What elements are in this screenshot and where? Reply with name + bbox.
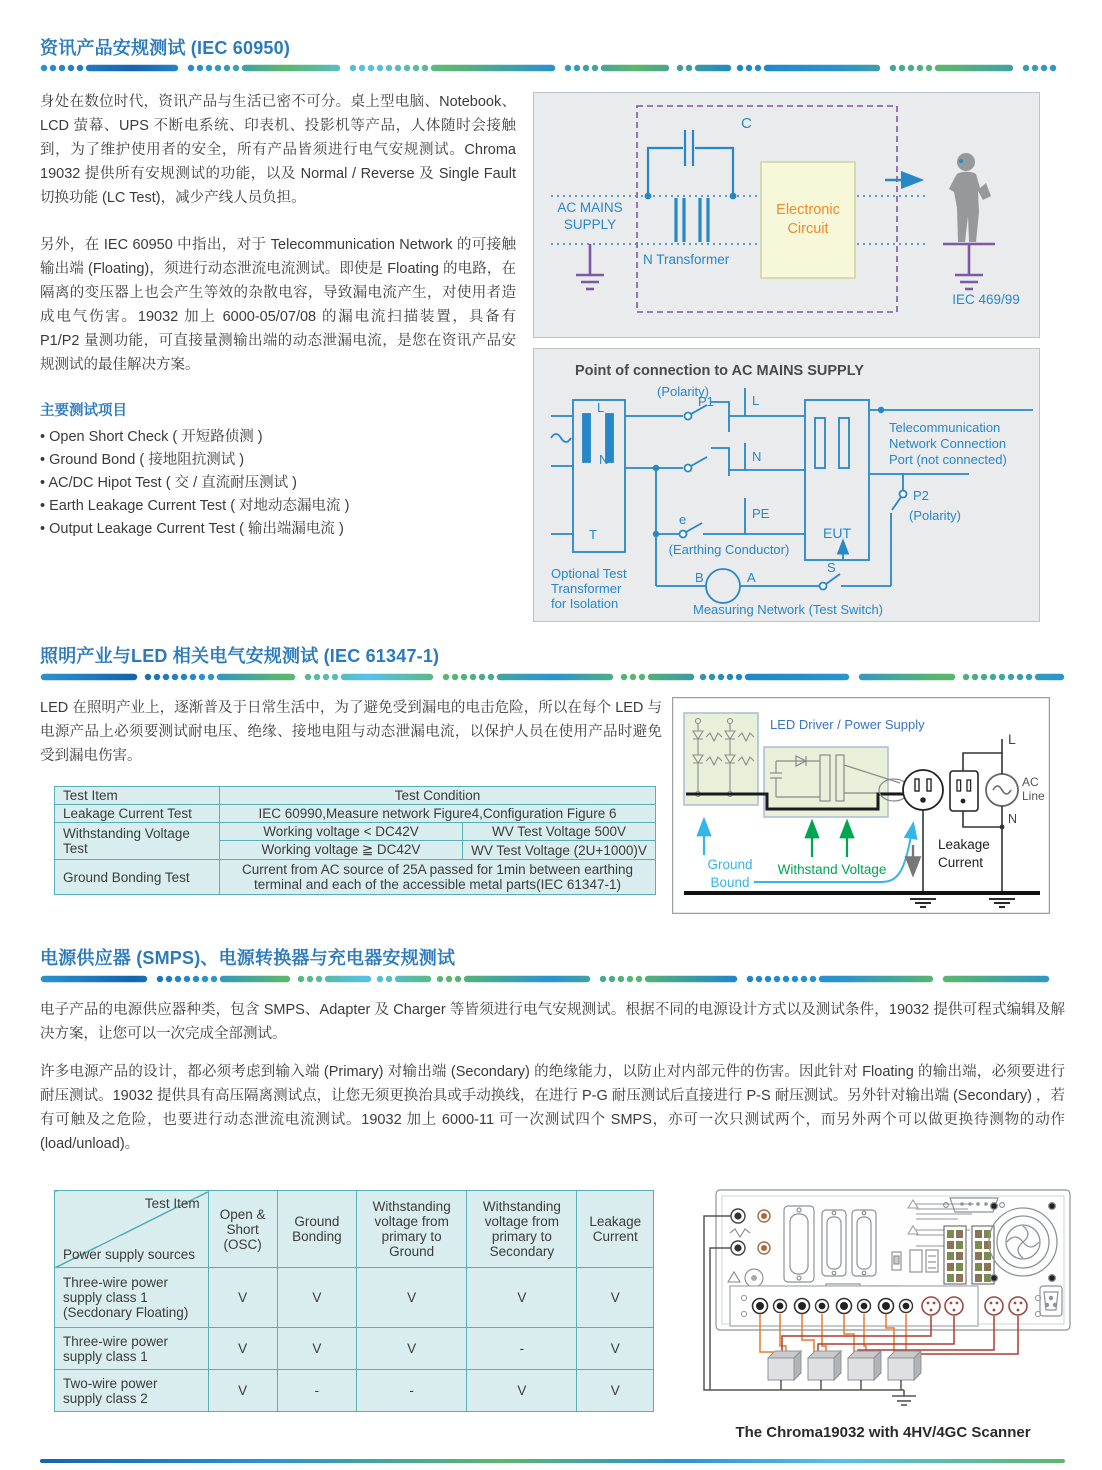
optional-label-1: Optional Test <box>551 566 627 581</box>
scanner-caption: The Chroma19032 with 4HV/4GC Scanner <box>735 1424 1031 1441</box>
bullet-item: • AC/DC Hipot Test ( 交 / 直流耐压测试 ) <box>40 472 516 495</box>
section3-title: 电源供应器 (SMPS)、电源转换器与充电器安规测试 <box>40 948 456 968</box>
cell-wv2-condition: Working voltage ≧ DC42V <box>220 841 463 860</box>
telecom-label-1: Telecommunication <box>889 420 1001 435</box>
a-label: A <box>747 570 756 585</box>
l-label: L <box>1008 731 1016 747</box>
cell-value: V <box>277 1268 356 1328</box>
ac-line-label: Line <box>1022 789 1045 803</box>
bullet-item: • Ground Bond ( 接地阻抗测试 ) <box>40 449 516 472</box>
cell-value: V <box>208 1328 277 1370</box>
chroma-scanner-illustration <box>688 1186 1078 1418</box>
xfmr-n-label: N <box>599 452 609 467</box>
e-label: e <box>679 512 687 527</box>
cell-value: V <box>208 1268 277 1328</box>
bullet-item: • Open Short Check ( 开短路侦测 ) <box>40 426 516 449</box>
cell-value: V <box>467 1370 577 1412</box>
telecom-label-2: Network Connection <box>889 436 1007 451</box>
table-row <box>55 1370 654 1412</box>
electronic-circuit-label-2: Circuit <box>787 221 829 237</box>
p2-label: P2 <box>913 488 929 503</box>
row-label: Three-wire power supply class 1 <box>55 1328 209 1370</box>
col-header-osc: Open & Short (OSC) <box>208 1191 277 1268</box>
section1-divider <box>40 63 1065 73</box>
n-transformer-label: N Transformer <box>643 252 730 267</box>
cell-withstanding-label: Withstanding Voltage Test <box>55 823 220 860</box>
cell-value: V <box>577 1370 654 1412</box>
power-supply-matrix-table <box>54 1190 654 1412</box>
p1-label: P1 <box>698 394 714 409</box>
section1-title: 资讯产品安规测试 (IEC 60950) <box>40 38 291 58</box>
ac-mains-label-2: SUPPLY <box>563 217 617 232</box>
led-driver-label: LED Driver / Power Supply <box>770 717 925 732</box>
table-row <box>55 1328 654 1370</box>
optional-label-3: for Isolation <box>551 596 619 611</box>
section1-subheading: 主要测试项目 <box>40 403 127 419</box>
ground-bound-label-2: Bound <box>710 875 750 890</box>
leakage-label-1: Leakage <box>938 837 990 852</box>
cell-wv2-voltage: WV Test Voltage (2U+1000)V <box>463 841 656 860</box>
bottom-accent-bar <box>40 1459 1065 1463</box>
section3-paragraph-2: 许多电源产品的设计，都必须考虑到输入端 (Primary) 对输出端 (Secondary) 的绝缘能力，以防止对内部元件的伤害。因此针对 Floating 的输出端，必须要进行耐压测试。19032 提供具有高压隔离测试点，让您无须更换治具或手动换线，在进行 P-G 耐压测试后直接进行 P-S 耐压测试。另外针对输出端 (Secondary) ，若有可触及之危险，也要进行动态泄流电流测试。19032 加上 6000-11 可一次测试四个 SMPS，亦可一次只测试两个，而另外两个可以做更换待测物的动作 (load/unload)。 <box>40 1064 1065 1152</box>
capacitor-label: C <box>741 115 752 132</box>
led-test-table <box>54 786 656 895</box>
cell-value: V <box>577 1268 654 1328</box>
section1-paragraph-2: 另外，在 IEC 60950 中指出，对于 Telecommunication Network 的可接触输出端 (Floating)，须进行动态泄流电流测试。即使是 Floating 的电路，在隔离的变压器上也会产生等效的杂散电容，导致漏电流产生，对使用者造成电气伤害。19032 加上 6000-05/07/08 的漏电流扫描装置，具备有 P1/P2 量测功能，可直接量测输出端的动态泄漏电流，是您在资讯产品安规测试的最佳解决方案。 <box>40 237 516 373</box>
leakage-label-2: Current <box>938 855 984 870</box>
cell-value: - <box>277 1370 356 1412</box>
measuring-network-label: Measuring Network (Test Switch) <box>693 602 883 617</box>
eut-label: EUT <box>823 525 851 541</box>
table-header-row <box>55 1191 654 1268</box>
ac-mains-label-1: AC MAINS <box>557 200 623 215</box>
section2-divider <box>40 672 1065 682</box>
table-row <box>55 787 656 805</box>
n-rail-label: N <box>752 449 762 464</box>
table-row <box>55 1268 654 1328</box>
optional-label-2: Transformer <box>551 581 622 596</box>
led-test-diagram <box>672 697 1050 914</box>
plug-face <box>903 770 943 810</box>
cell-leakage-label: Leakage Current Test <box>55 805 220 823</box>
col-header-ground-bonding: Ground Bonding <box>277 1191 356 1268</box>
col-header-leakage: Leakage Current <box>577 1191 654 1268</box>
withstand-voltage-label: Withstand Voltage <box>777 862 887 877</box>
ground-bound-label-1: Ground <box>707 857 753 872</box>
cell-ground-bonding-label: Ground Bonding Test <box>55 860 220 895</box>
table-row <box>55 805 656 823</box>
earthing-conductor-label: (Earthing Conductor) <box>668 542 790 557</box>
corner-cell <box>55 1191 209 1268</box>
leakage-concept-diagram <box>533 92 1040 338</box>
electronic-circuit-label-1: Electronic <box>776 202 840 218</box>
l-rail-label: L <box>752 393 760 408</box>
cell-value: - <box>357 1370 467 1412</box>
iec-469-label: IEC 469/99 <box>952 292 1020 307</box>
corner-test-item-label: Test Item <box>144 1196 200 1211</box>
cell-value: V <box>277 1328 356 1370</box>
n-label: N <box>1008 812 1018 826</box>
corner-power-supply-label: Power supply sources <box>63 1247 196 1262</box>
section1-text-column <box>40 90 516 541</box>
cell-wv1-condition: Working voltage < DC42V <box>220 823 463 841</box>
ground-symbol <box>892 1390 916 1405</box>
xfmr-t-label: T <box>589 527 597 542</box>
cell-value: V <box>208 1370 277 1412</box>
pe-label: PE <box>752 506 770 521</box>
col-header-wv-ground: Withstanding voltage from primary to Ground <box>357 1191 467 1268</box>
row-label: Three-wire power supply class 1 (Secdonary Floating) <box>55 1268 209 1328</box>
section1-paragraph-1: 身处在数位时代，资讯产品与生活已密不可分。桌上型电脑、Notebook、LCD 萤幕、UPS 不断电系统、印表机、投影机等产品，人体随时会接触到，为了维护使用者的安全，所有产品皆须进行电气安规测试。Chroma 19032 提供所有安规测试的功能，以及 Normal / Reverse 及 Single Fault 切换功能 (LC Test)，减少产线人员负担。 <box>40 94 516 206</box>
dut-boxes <box>768 1351 921 1390</box>
polarity1-label: (Polarity) <box>656 384 710 399</box>
outlet-symbol <box>950 771 978 811</box>
cell-value: V <box>357 1328 467 1370</box>
col-header-wv-secondary: Withstanding voltage from primary to Secondary <box>467 1191 577 1268</box>
connection-circuit-diagram <box>533 348 1040 622</box>
cell-value: V <box>357 1268 467 1328</box>
header-test-item: Test Item <box>55 787 220 805</box>
section3-paragraph-1: 电子产品的电源供应器种类，包含 SMPS、Adapter 及 Charger 等皆须进行电气安规测试。根据不同的电源设计方式以及测试条件，19032 提供可程式编辑及解决方案，让您可以一次完成全部测试。 <box>40 1002 1065 1042</box>
cell-value: - <box>467 1328 577 1370</box>
table-row <box>55 823 656 841</box>
driver-box <box>764 747 888 817</box>
header-test-condition: Test Condition <box>220 787 656 805</box>
cell-wv1-voltage: WV Test Voltage 500V <box>463 823 656 841</box>
section3-divider <box>40 974 1065 984</box>
electronic-circuit-box <box>761 162 855 278</box>
cell-value: V <box>577 1328 654 1370</box>
bullet-item: • Output Leakage Current Test ( 输出端漏电流 ) <box>40 518 516 541</box>
cell-ground-bonding-cond: Current from AC source of 25A passed for 1min between earthing terminal and each of the accessible metal parts(IEC 61347-1) <box>220 860 656 895</box>
diagram2-title: Point of connection to AC MAINS SUPPLY <box>575 363 864 379</box>
section1-bullet-list <box>40 426 516 541</box>
telecom-label-3: Port (not connected) <box>889 452 1007 467</box>
xfmr-l-label: L <box>597 400 605 415</box>
cell-leakage-cond: IEC 60990,Measure network Figure4,Configuration Figure 6 <box>220 805 656 823</box>
ac-label: AC <box>1022 775 1039 789</box>
cell-value: V <box>467 1268 577 1328</box>
row-label: Two-wire power supply class 2 <box>55 1370 209 1412</box>
ac-source-symbol <box>986 774 1018 806</box>
section2-paragraph: LED 在照明产业上，逐渐普及于日常生活中，为了避免受到漏电的电击危险，所以在每个 LED 与电源产品上必须要测试耐电压、绝缘、接地电阻与动态泄漏电流，以保护人员在使用产品时避免受到漏电伤害。 <box>40 700 662 764</box>
s-label: S <box>827 560 836 575</box>
section2-title: 照明产业与LED 相关电气安规测试 (IEC 61347-1) <box>40 646 440 666</box>
table-row <box>55 860 656 895</box>
b-label: B <box>695 570 704 585</box>
bullet-item: • Earth Leakage Current Test ( 对地动态漏电流 ) <box>40 495 516 518</box>
polarity2-label: (Polarity) <box>909 508 962 523</box>
